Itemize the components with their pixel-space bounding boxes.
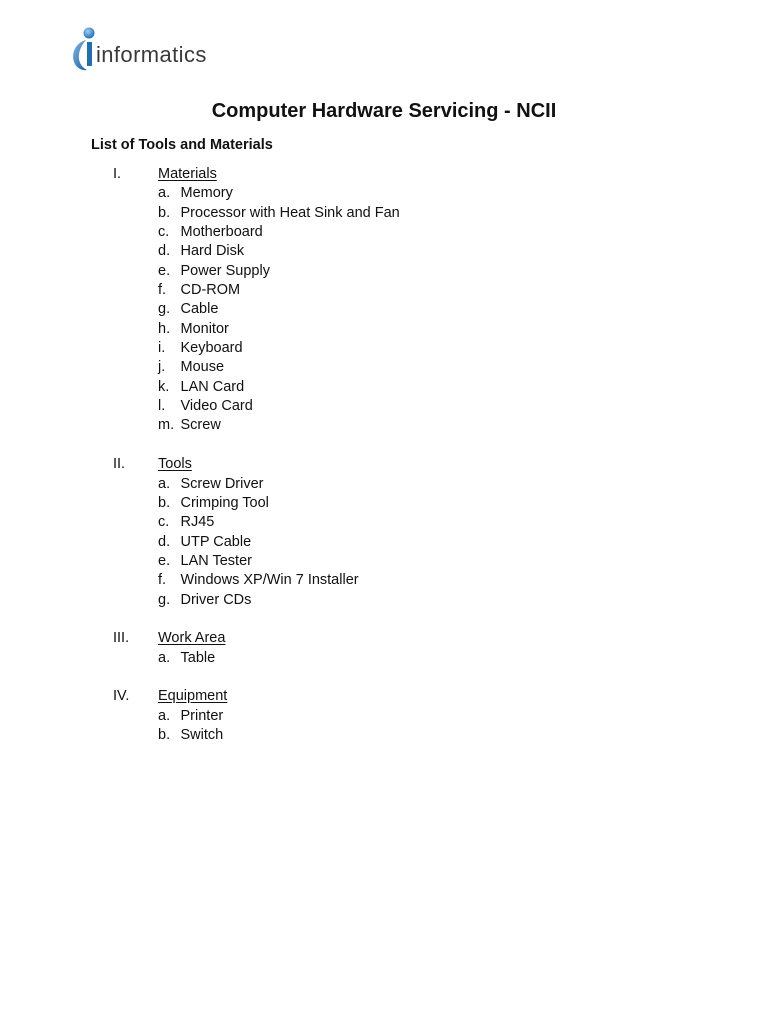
list-item [158,223,400,242]
list-item-letter: a. [158,475,171,492]
section-numeral: IV. [113,688,130,705]
list-item-letter: f. [158,282,167,299]
list-item-text: Hard Disk [180,243,245,260]
section-heading-row [113,165,400,184]
list-item [158,204,400,223]
list-item-letter: b. [158,727,171,744]
section-heading: Materials [158,166,217,182]
list-item [158,358,400,377]
list-item-letter: c. [158,514,170,531]
list-item-letter: e. [158,262,171,279]
list-item [158,242,400,261]
section [113,629,400,668]
list-item-text: LAN Card [180,378,245,395]
document-title: Computer Hardware Servicing - NCII [211,100,557,122]
list-item-letter: l. [158,398,166,415]
list-item-text: Screw [180,417,221,434]
list-item-letter: j. [158,359,166,376]
list-item [158,397,400,416]
company-logo [70,24,207,72]
list-item-text: Table [180,649,216,666]
list-item-letter: d. [158,243,171,260]
section-heading: Equipment [158,688,228,705]
list-item [158,281,400,300]
document-subtitle: List of Tools and Materials [91,137,273,153]
section-heading-row [113,687,400,706]
section-heading-row [113,629,400,648]
list-item-text: Motherboard [180,224,263,241]
list-item-text: Monitor [180,320,229,337]
list-item [158,262,400,281]
section-items [113,649,400,668]
logo-text: informatics [96,42,207,67]
list-item-text: Switch [180,727,224,744]
list-item [158,494,400,513]
section-heading: Tools [158,456,192,473]
list-item-text: Cable [180,301,219,318]
list-item-text: Printer [180,707,224,724]
list-item-text: LAN Tester [180,552,252,569]
list-item [158,320,400,339]
list-item-letter: b. [158,204,171,221]
list-item [158,475,400,494]
list-item [158,571,400,590]
list-item-text: CD-ROM [180,282,241,299]
list-item-letter: c. [158,224,170,241]
list-item-letter: i. [158,340,166,357]
list-item [158,533,400,552]
list-item-text: Screw Driver [180,475,264,492]
list-item-text: Power Supply [180,262,270,279]
list-item-letter: g. [158,301,171,318]
list-item [158,300,400,319]
list-item-text: Memory [180,185,233,202]
list-item-letter: a. [158,707,171,724]
list-item-text: Windows XP/Win 7 Installer [180,572,359,589]
section-items [113,475,400,610]
list-item [158,339,400,358]
list-item [158,513,400,532]
list-item-letter: b. [158,494,171,511]
sections-list [113,165,400,765]
list-item-letter: h. [158,320,171,337]
list-item-text: Processor with Heat Sink and Fan [180,204,400,221]
list-item-text: Crimping Tool [180,494,269,511]
section-numeral: III. [113,630,130,647]
list-item [158,591,400,610]
section [113,687,400,745]
section-heading: Work Area [158,630,226,647]
list-item-letter: e. [158,552,171,569]
list-item-text: UTP Cable [180,533,252,550]
list-item-text: RJ45 [180,514,215,531]
list-item [158,378,400,397]
list-item-text: Mouse [180,359,225,376]
section-numeral: I. [113,166,122,182]
list-item-letter: d. [158,533,171,550]
list-item-letter: m. [158,417,175,434]
section-heading-row [113,455,400,474]
list-item [158,649,400,668]
section-numeral: II. [113,456,126,473]
section-items [113,184,400,435]
section-items [113,707,400,746]
section [113,165,400,436]
list-item-letter: k. [158,378,170,395]
list-item-letter: a. [158,649,171,666]
section [113,455,400,610]
list-item-text: Driver CDs [180,591,252,608]
list-item [158,184,400,203]
list-item [158,552,400,571]
list-item [158,726,400,745]
list-item-letter: f. [158,572,167,589]
list-item-text: Keyboard [180,340,243,357]
list-item-letter: a. [158,185,171,202]
list-item [158,707,400,726]
list-item [158,416,400,435]
list-item-text: Video Card [180,398,253,415]
list-item-letter: g. [158,591,171,608]
